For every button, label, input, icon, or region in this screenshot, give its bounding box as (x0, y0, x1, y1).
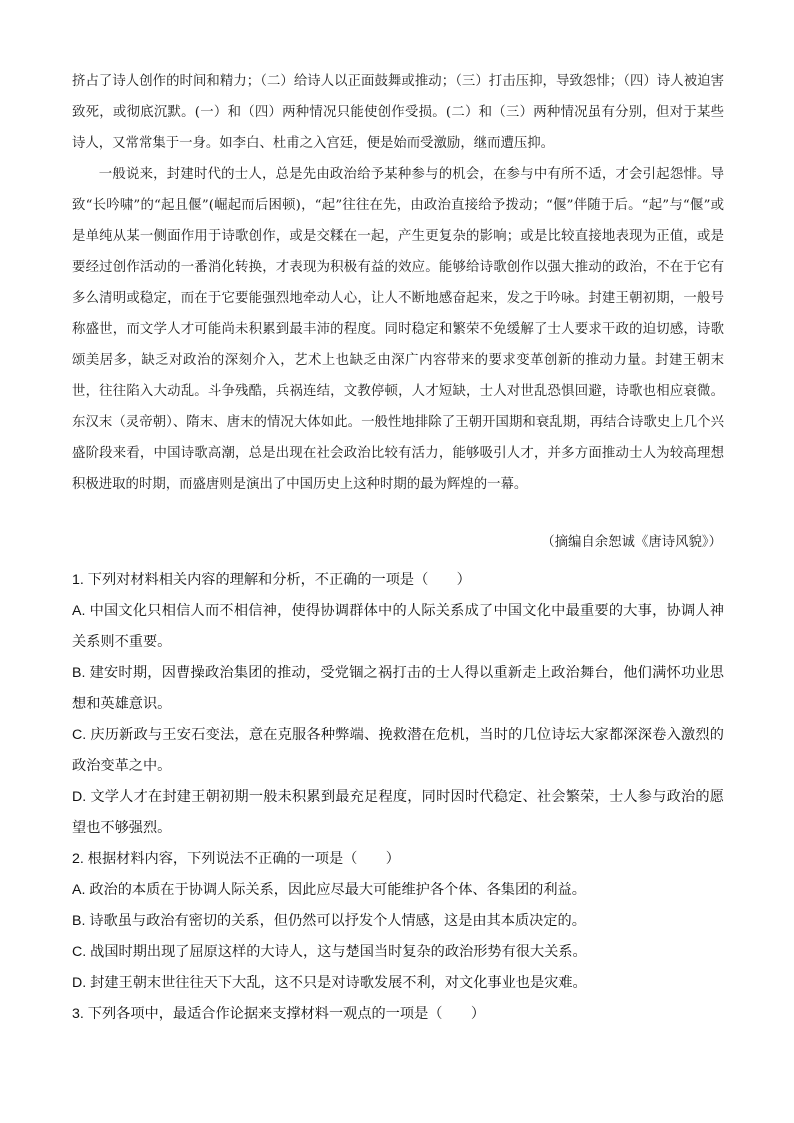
question-2-option-a: A. 政治的本质在于协调人际关系，因此应尽最大可能维护各个体、各集团的利益。 (72, 882, 586, 898)
passage-paragraph-1: 挤占了诗人创作的时间和精力；（二）给诗人以正面鼓舞或推动；（三）打击压抑，导致怨悱；（四）诗人被迫害致死，或彻底沉默。(一）和（四）两种情况只能使创作受损。(二）和（三）两种情况虽有分别，但对于某些诗人，又常常集于一身。如李白、杜甫之入宫廷，便是始而受激励，继而遭压抑。 (72, 74, 724, 151)
question-1-option-c: C. 庆历新政与王安石变法，意在克服各种弊端、挽救潜在危机，当时的几位诗坛大家都深深卷入激烈的政治变革之中。 (72, 727, 724, 774)
question-2-option-b: B. 诗歌虽与政治有密切的关系，但仍然可以抒发个人情感，这是由其本质决定的。 (72, 913, 586, 929)
passage-paragraph-2: 一般说来，封建时代的士人，总是先由政治给予某种参与的机会，在参与中有所不适，才会引起怨悱。导致“长吟啸”的“起且偃”(崛起而后困顿)，“起”往往在先，由政治直接给予拨动；“偃”伴随于后。“起”与“偃”或是单纯从某一侧面作用于诗歌创作，或是交糅在一起，产生更复杂的影响；或是比较直接地表现为正值，或是要经过创作活动的一番消化转换，才表现为积极有益的效应。能够给诗歌创作以强大推动的政治，不在于它有多么清明或稳定，而在于它要能强烈地牵动人心，让人不断地感奋起来，发之于吟咏。封建王朝初期，一般号称盛世，而文学人才可能尚未积累到最丰沛的程度。同时稳定和繁荣不免缓解了士人要求干政的迫切感，诗歌颂美居多，缺乏对政治的深刻介入，艺术上也缺乏由深广内容带来的要求变革创新的推动力量。封建王朝末世，往往陷入大动乱。斗争残酷，兵祸连结，文教停顿，人才短缺，士人对世乱恐惧回避，诗歌也相应衰微。东汉末（灵帝朝）、隋末、唐末的情况大体如此。一般性地排除了王朝开国期和衰乱期，再结合诗歌史上几个兴盛阶段来看，中国诗歌高潮，总是出现在社会政治比较有活力，能够吸引人才，并多方面推动士人为较高理想积极进取的时期，而盛唐则是演出了中国历史上这种时期的最为辉煌的一幕。 (72, 167, 724, 492)
question-1-stem: 1. 下列对材料相关内容的理解和分析，不正确的一项是（ ） (72, 572, 471, 588)
question-2-stem: 2. 根据材料内容，下列说法不正确的一项是（ ） (72, 851, 400, 867)
reading-passage (72, 66, 724, 500)
question-1-option-d: D. 文学人才在封建王朝初期一般未积累到最充足程度，同时因时代稳定、社会繁荣，士人参与政治的愿望也不够强烈。 (72, 789, 724, 836)
question-1-option-b: B. 建安时期，因曹操政治集团的推动，受党锢之祸打击的士人得以重新走上政治舞台，他们满怀功业思想和英雄意识。 (72, 665, 724, 712)
question-list (72, 565, 724, 1030)
question-2-option-c: C. 战国时期出现了屈原这样的大诗人，这与楚国当时复杂的政治形势有很大关系。 (72, 944, 587, 960)
question-2-option-d: D. 封建王朝末世往往天下大乱，这不只是对诗歌发展不利，对文化事业也是灾难。 (72, 975, 587, 991)
question-3-stem: 3. 下列各项中，最适合作论据来支撑材料一观点的一项是（ ） (72, 1006, 486, 1022)
passage-source: （摘编自余恕诚《唐诗风貌》） (541, 535, 722, 550)
question-1-option-a: A. 中国文化只相信人而不相信神，使得协调群体中的人际关系成了中国文化中最重要的大事，协调人神关系则不重要。 (72, 603, 724, 650)
